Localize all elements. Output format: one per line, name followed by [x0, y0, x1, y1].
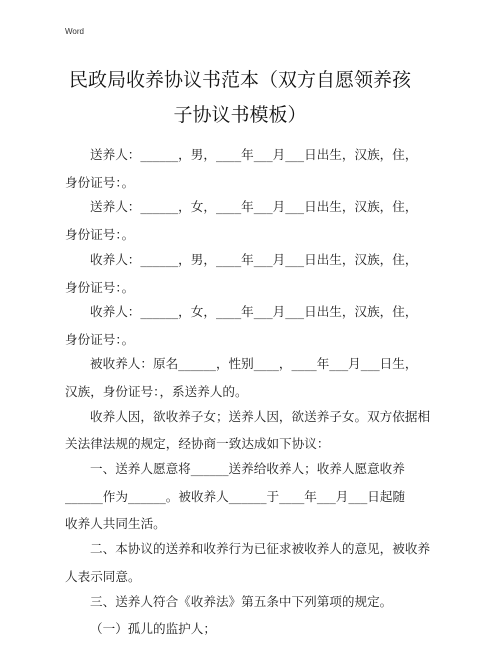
paragraph-line: 收养人因，欲收养子女；送养人因，欲送养子女。双方依据相 — [90, 409, 431, 424]
paragraph-line: 送养人：______，男，____年___月___日出生，汉族，住， — [90, 147, 418, 162]
paragraph-line: 收养人：______，男，____年___月___日出生，汉族，住， — [90, 252, 418, 267]
paragraph-line: （一）孤儿的监护人； — [90, 621, 216, 636]
paragraph-line: 被收养人：原名______，性别____，____年___月___日生， — [90, 356, 418, 371]
paragraph-line: 身份证号：。 — [65, 280, 135, 295]
paragraph-line: 三、送养人符合《收养法》第五条中下列第项的规定。 — [90, 594, 393, 609]
paragraph-line: 关法律法规的规定，经协商一致达成如下协议： — [65, 436, 330, 451]
paragraph-line: 送养人：______，女，____年___月___日出生，汉族，住， — [90, 199, 418, 214]
document-title-line-2: 子协议书模板） — [173, 104, 307, 126]
paragraph-line: 二、本协议的送养和收养行为已征求被收养人的意见，被收养 — [90, 541, 431, 556]
paragraph-line: 身份证号：。 — [65, 332, 135, 347]
paragraph-line: 一、送养人愿意将______送养给收养人；收养人愿意收养 — [90, 461, 405, 476]
app-label: Word — [65, 27, 84, 36]
document-title-line-1: 民政局收养协议书范本（双方自愿领养孩 — [68, 69, 411, 91]
paragraph-line: 汉族，身份证号：，系送养人的。 — [65, 384, 248, 399]
paragraph-line: ______作为______。被收养人______于____年___月___日起随 — [65, 489, 406, 504]
paragraph-line: 身份证号：。 — [65, 227, 135, 242]
paragraph-line: 身份证号：。 — [65, 175, 135, 190]
paragraph-line: 收养人：______，女，____年___月___日出生，汉族，住， — [90, 304, 418, 319]
paragraph-line: 收养人共同生活。 — [65, 516, 166, 531]
paragraph-line: 人表示同意。 — [65, 569, 141, 584]
